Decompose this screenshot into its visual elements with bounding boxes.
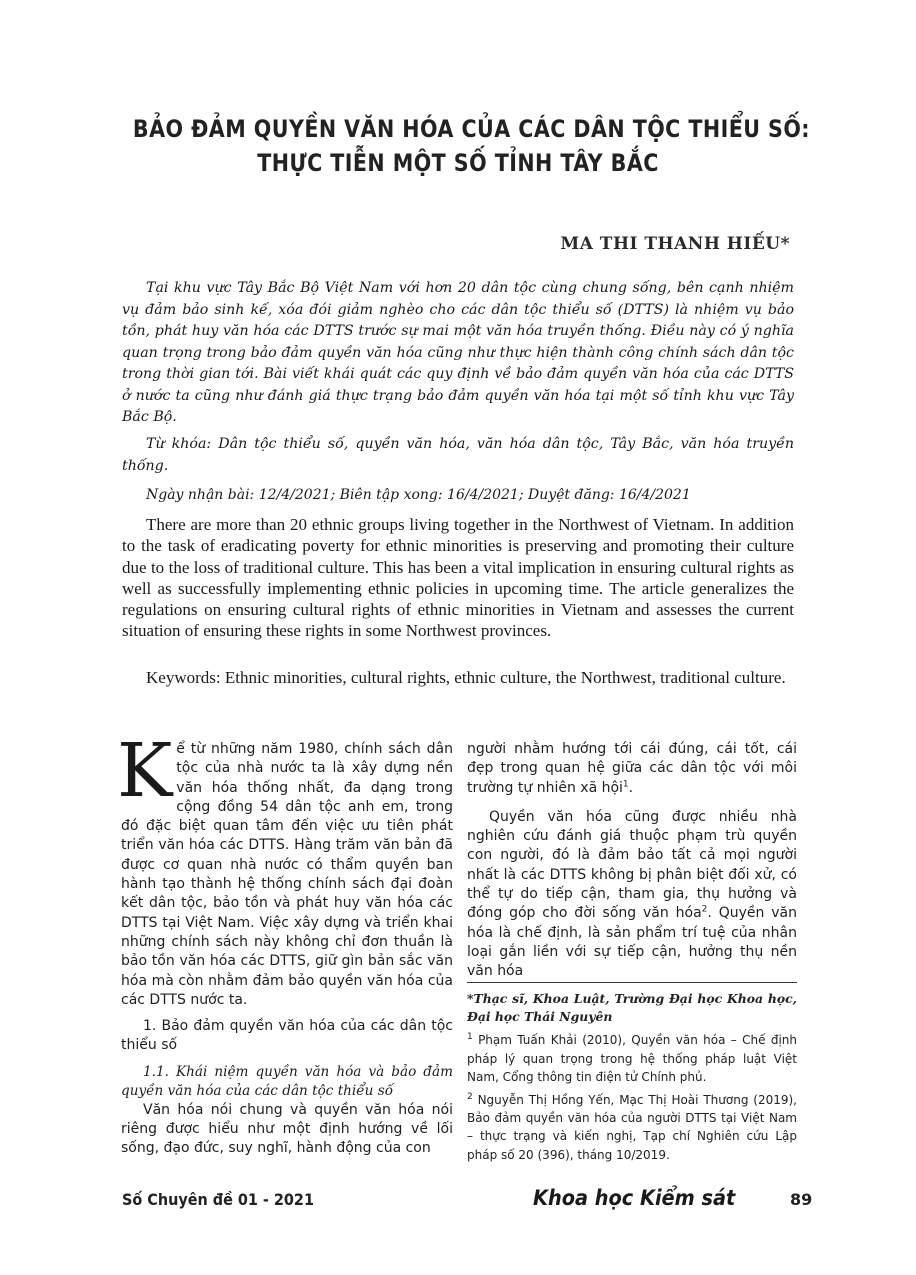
footnote-ref-1[interactable]: 1 xyxy=(622,778,629,789)
body-paragraph: Văn hóa nói chung và quyền văn hóa nói riêng được hiểu như một định hướng về lối sống, đạo đức, suy nghĩ, hành động của con xyxy=(121,1101,453,1157)
footnote-1: $^1$ Phạm Tuấn Khải (2010), Quyền văn hóa – Chế định pháp lý quan trọng trong hệ thống pháp luật Việt Nam, Cổng thông tin điện tử Chính phủ. xyxy=(467,1032,797,1084)
continued-paragraph: người nhằm hướng tới cái đúng, cái tốt, cái đẹp trong quan hệ giữa các dân tộc với môi trường tự nhiên xã hội$^1$. xyxy=(467,741,797,796)
body-paragraph: Quyền văn hóa cũng được nhiều nhà nghiên cứu đánh giá thuộc phạm trù quyền con người, đó là đảm bảo tất cả mọi người nhất là các DTTS không bị phân biệt đối xử, có thể tự do tiếp cận, tham gia, thụ hưởng và đóng góp cho đời sống văn hóa$^2$. Quyền văn hóa là chế định, là sản phẩm trí tuệ của nhân loại gắn liền với sự tiếp cận, hưởng thụ nền văn hóa xyxy=(467,808,797,980)
author-affiliation-note: *Thạc sĩ, Khoa Luật, Trường Đại học Khoa học, Đại học Thái Nguyên xyxy=(467,991,797,1025)
footer-issue: Số Chuyên đề 01 - 2021 xyxy=(122,1190,314,1209)
title-line-1: BẢO ĐẢM QUYỀN VĂN HÓA CỦA CÁC DÂN TỘC THIỂU SỐ: xyxy=(132,115,810,143)
submission-dates: Ngày nhận bài: 12/4/2021; Biên tập xong: 16/4/2021; Duyệt đăng: 16/4/2021 xyxy=(146,487,691,503)
footer-journal-name: Khoa học Kiểm sát xyxy=(533,1186,736,1210)
article-title xyxy=(132,112,810,180)
abstract-vi-text: Tại khu vực Tây Bắc Bộ Việt Nam với hơn 20 dân tộc cùng chung sống, bên cạnh nhiệm vụ đảm bảo sinh kế, xóa đói giảm nghèo cho các dân tộc thiểu số (DTTS) là nhiệm vụ bảo tồn, phát huy văn hóa các DTTS trước sự mai một văn hóa truyền thống. Điều này có ý nghĩa quan trọng trong bảo đảm quyền văn hóa cũng như thực hiện thành công chính sách dân tộc trong thời gian tới. Bài viết khái quát các quy định về bảo đảm quyền văn hóa của các DTTS ở nước ta cũng như đánh giá thực trạng bảo đảm quyền văn hóa tại một số tỉnh khu vực Tây Bắc Bộ. xyxy=(122,280,794,425)
footnote-2: $^2$ Nguyễn Thị Hồng Yến, Mạc Thị Hoài Thương (2019), Bảo đảm quyền văn hóa của người DTTS tại Việt Nam – thực trạng và kiến nghị, Tạp chí Nghiên cứu Lập pháp số 20 (396), tháng 10/2019. xyxy=(467,1092,797,1162)
page-number: 89 xyxy=(790,1190,813,1209)
abstract-english xyxy=(122,514,794,642)
intro-text: ể từ những năm 1980, chính sách dân tộc của nhà nước ta là xây dựng nền văn hóa thống nhất, đa dạng trong cộng đồng 54 dân tộc anh em, trong đó đặc biệt quan tâm đến việc ưu tiên phát triển văn hóa các DTTS. Hàng trăm văn bản đã được cơ quan nhà nước có thẩm quyền ban hành tạo thành hệ thống chính sách đại đoàn kết dân tộc, bảo tồn và phát huy văn hóa các DTTS tại Việt Nam. Việc xây dựng và triển khai những chính sách này không chỉ đơn thuần là bảo tồn văn hóa các DTTS, giữ gìn bản sắc văn hóa mà còn nhằm đảm bảo quyền văn hóa của các DTTS nước ta. xyxy=(121,741,453,1008)
abstract-en-text: There are more than 20 ethnic groups living together in the Northwest of Vietnam. In addition to the task of eradicating poverty for ethnic minorities is preserving and promoting their culture due to the loss of traditional culture. This has been a vital implication in ensuring cultural rights as well as successfully implementing ethnic policies in upcoming time. The article generalizes the regulations on ensuring cultural rights of ethnic minorities in Vietnam and assesses the current situation of ensuring these rights in some Northwest provinces. xyxy=(122,515,794,641)
intro-paragraph xyxy=(117,728,453,1010)
keywords-vietnamese: Từ khóa: Dân tộc thiểu số, quyền văn hóa, văn hóa dân tộc, Tây Bắc, văn hóa truyền thống. xyxy=(122,436,794,474)
abstract-vietnamese xyxy=(122,278,794,429)
author-name: MA THI THANH HIẾU* xyxy=(560,234,790,254)
body-column-right xyxy=(467,740,797,982)
drop-cap: K xyxy=(117,728,173,814)
keywords-english: Keywords: Ethnic minorities, cultural rights, ethnic culture, the Northwest, traditional culture. xyxy=(146,668,786,687)
body-column-left xyxy=(117,728,453,1159)
subsection-heading: 1.1. Khái niệm quyền văn hóa và bảo đảm quyền văn hóa của các dân tộc thiểu số xyxy=(121,1063,453,1099)
footnote-divider xyxy=(467,982,797,983)
section-heading: 1. Bảo đảm quyền văn hóa của các dân tộc thiểu số xyxy=(121,1018,453,1054)
title-line-2: THỰC TIỄN MỘT SỐ TỈNH TÂY BẮC xyxy=(257,149,659,177)
footnote-ref-2[interactable]: 2 xyxy=(701,904,708,915)
footnotes xyxy=(467,990,797,1169)
